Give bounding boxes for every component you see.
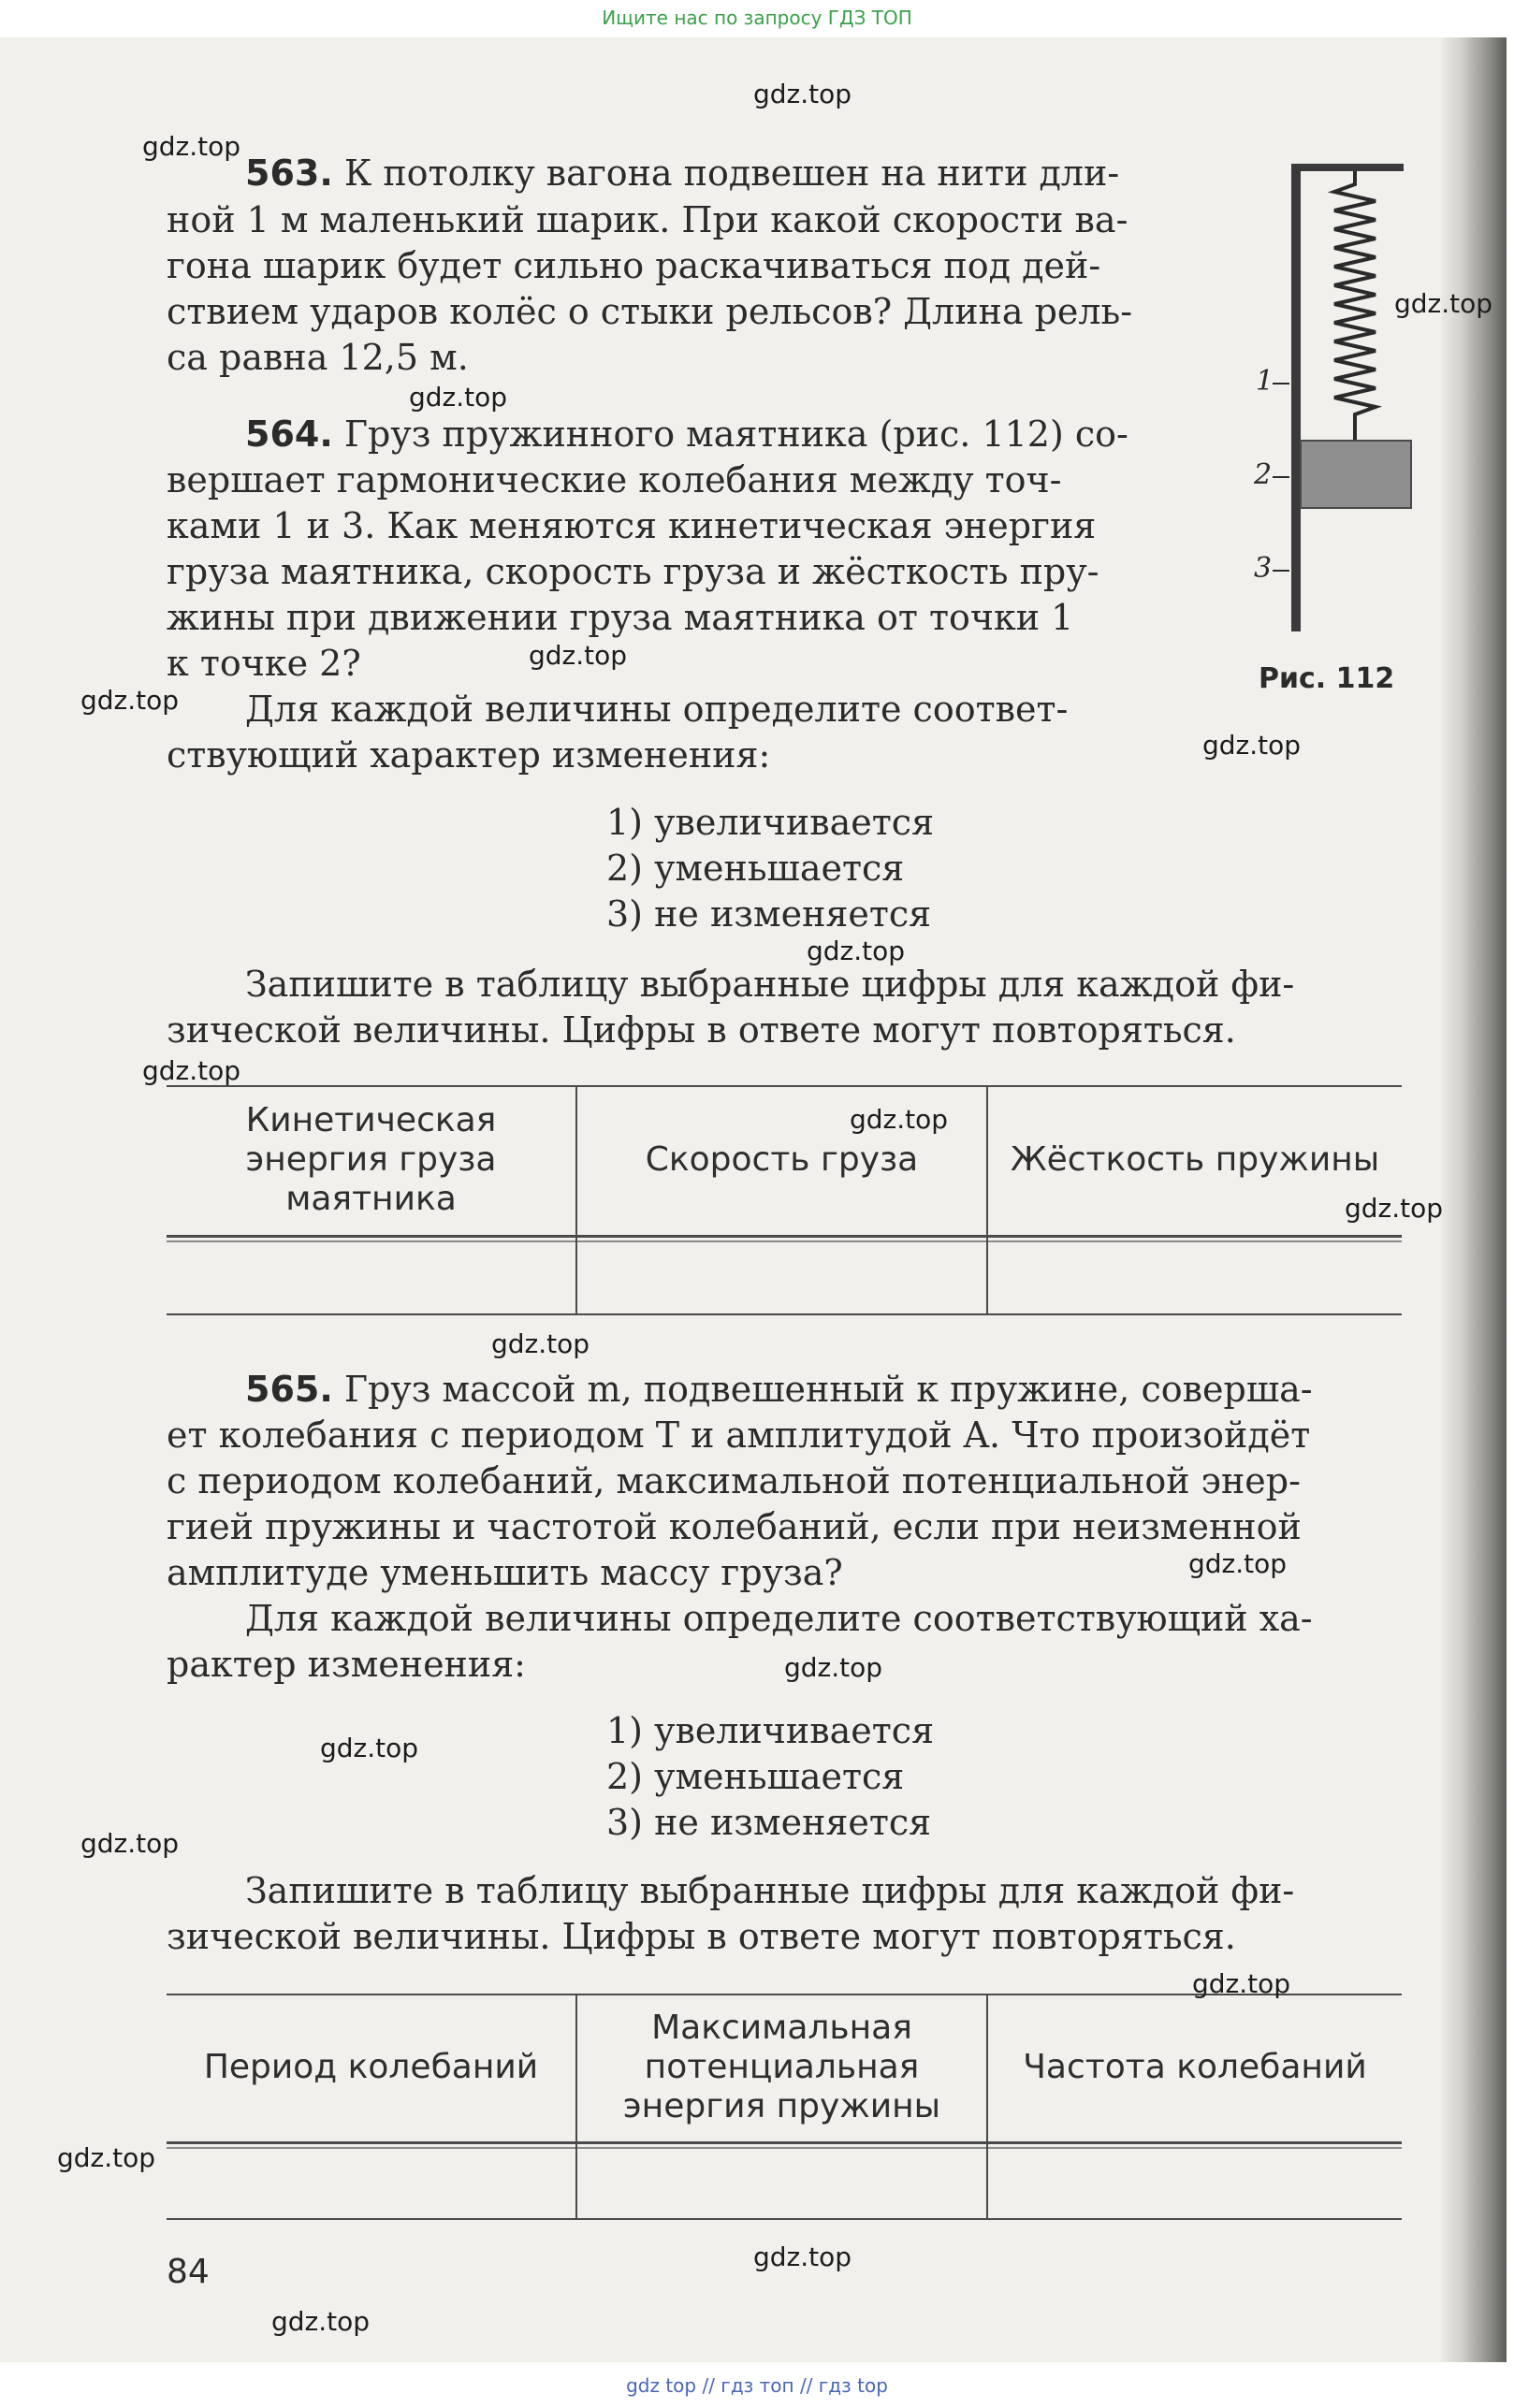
- problem-564-line-5: жины при движении груза маятника от точки 1: [167, 597, 1074, 638]
- table-565-header-frequency: Частота колебаний: [1023, 2048, 1367, 2086]
- watermark: gdz.top: [80, 685, 180, 716]
- watermark: gdz.top: [320, 1733, 419, 1763]
- table-564-answer-cell-1[interactable]: [167, 1242, 575, 1313]
- problem-565-option-3: 3) не изменяется: [606, 1802, 932, 1843]
- problem-565-instruction-2: зической величины. Цифры в ответе могут повторяться.: [167, 1916, 1236, 1957]
- problem-565-line-4: гией пружины и частотой колебаний, если при неизменной: [167, 1506, 1302, 1547]
- problem-565-line-6: Для каждой величины определите соответствующий ха-: [245, 1598, 1313, 1639]
- problem-565-line-2: ет колебания с периодом T и амплитудой A. Что произойдёт: [167, 1414, 1311, 1456]
- problem-564-instruction-1: Запишите в таблицу выбранные цифры для каждой фи-: [245, 964, 1295, 1005]
- figure-point-1: 1: [1256, 365, 1274, 398]
- watermark: gdz.top: [807, 936, 906, 966]
- watermark: gdz.top: [57, 2142, 156, 2173]
- problem-565-line-5: амплитуде уменьшить массу груза?: [167, 1552, 843, 1593]
- table-565-answer-cell-2[interactable]: [577, 2149, 986, 2218]
- problem-563-number: 563.: [245, 152, 333, 194]
- problem-564-line-4: груза маятника, скорость груза и жёсткость пру-: [167, 551, 1099, 592]
- table-565-answer-cell-1[interactable]: [167, 2149, 575, 2218]
- problem-564-option-3: 3) не изменяется: [606, 893, 932, 935]
- problem-564-line-7: Для каждой величины определите соответ-: [245, 689, 1069, 730]
- watermark: gdz.top: [753, 79, 852, 109]
- problem-563-line-5: са равна 12,5 м.: [167, 337, 469, 378]
- problem-564-line-8: ствующий характер изменения:: [167, 734, 771, 776]
- watermark: gdz.top: [784, 1652, 883, 1683]
- watermark: gdz.top: [529, 640, 628, 671]
- problem-564-line-2: вершает гармонические колебания между точ-: [167, 459, 1062, 500]
- watermark: gdz.top: [753, 2241, 852, 2272]
- watermark: gdz.top: [80, 1828, 180, 1859]
- problem-565-line-1: 565. Груз массой m, подвешенный к пружине, соверша-: [245, 1369, 1313, 1410]
- problem-564-option-1: 1) увеличивается: [606, 802, 935, 843]
- problem-565-option-2: 2) уменьшается: [606, 1756, 905, 1797]
- figure-caption: Рис. 112: [1259, 662, 1395, 695]
- problem-563-line-4: ствием ударов колёс о стыки рельсов? Длина рель-: [167, 291, 1133, 332]
- problem-564-line-6: к точке 2?: [167, 643, 361, 684]
- watermark: gdz.top: [1188, 1548, 1288, 1579]
- problem-563-line-3: гона шарик будет сильно раскачиваться под дей-: [167, 245, 1101, 286]
- watermark: gdz.top: [271, 2306, 371, 2337]
- watermark: gdz.top: [850, 1104, 949, 1135]
- table-564-answer-cell-2[interactable]: [577, 1242, 986, 1313]
- table-564-header-speed: Скорость груза: [645, 1140, 919, 1179]
- figure-point-3: 3: [1254, 552, 1273, 585]
- problem-564-instruction-2: зической величины. Цифры в ответе могут повторяться.: [167, 1009, 1236, 1051]
- table-565-header-max-potential-energy: Максимальная потенциальная энергия пружины: [622, 2009, 941, 2125]
- problem-563-line-2: ной 1 м маленький шарик. При какой скорости ва-: [167, 199, 1128, 240]
- problem-565-answer-table: [167, 1994, 1402, 2227]
- table-565-header-period: Период колебаний: [203, 2048, 539, 2086]
- top-banner[interactable]: Ищите нас по запросу ГДЗ ТОП: [602, 7, 912, 29]
- problem-565-option-1: 1) увеличивается: [606, 1710, 935, 1751]
- table-564-answer-cell-3[interactable]: [988, 1242, 1402, 1313]
- watermark: gdz.top: [1394, 288, 1493, 319]
- page-binding-shadow: [1441, 37, 1507, 2362]
- watermark: gdz.top: [1345, 1193, 1444, 1224]
- problem-564-line-1: 564. Груз пружинного маятника (рис. 112) со-: [245, 413, 1128, 455]
- watermark: gdz.top: [1202, 730, 1302, 761]
- watermark: gdz.top: [142, 131, 241, 162]
- problem-564-answer-table: [167, 1085, 1402, 1319]
- watermark: gdz.top: [1192, 1968, 1291, 1999]
- table-565-answer-cell-3[interactable]: [988, 2149, 1402, 2218]
- footer-links[interactable]: gdz top // гдз топ // гдз top: [626, 2374, 888, 2397]
- watermark: gdz.top: [491, 1328, 590, 1359]
- page-number: 84: [167, 2253, 210, 2291]
- problem-564-line-3: ками 1 и 3. Как меняются кинетическая энергия: [167, 505, 1097, 546]
- watermark: gdz.top: [142, 1055, 241, 1086]
- problem-565-line-7: рактер изменения:: [167, 1644, 526, 1685]
- problem-565-line-3: с периодом колебаний, максимальной потенциальной энер-: [167, 1460, 1301, 1501]
- problem-564-number: 564.: [245, 413, 333, 455]
- problem-565-number: 565.: [245, 1369, 333, 1410]
- table-564-header-stiffness: Жёсткость пружины: [1010, 1140, 1380, 1179]
- watermark: gdz.top: [409, 382, 508, 413]
- problem-564-option-2: 2) уменьшается: [606, 848, 905, 889]
- problem-565-instruction-1: Запишите в таблицу выбранные цифры для каждой фи-: [245, 1870, 1295, 1911]
- figure-point-2: 2: [1254, 458, 1273, 491]
- problem-563-line-1: 563. К потолку вагона подвешен на нити дли-: [245, 152, 1120, 194]
- table-564-header-kinetic-energy: Кинетическая энергия груза маятника: [245, 1101, 497, 1218]
